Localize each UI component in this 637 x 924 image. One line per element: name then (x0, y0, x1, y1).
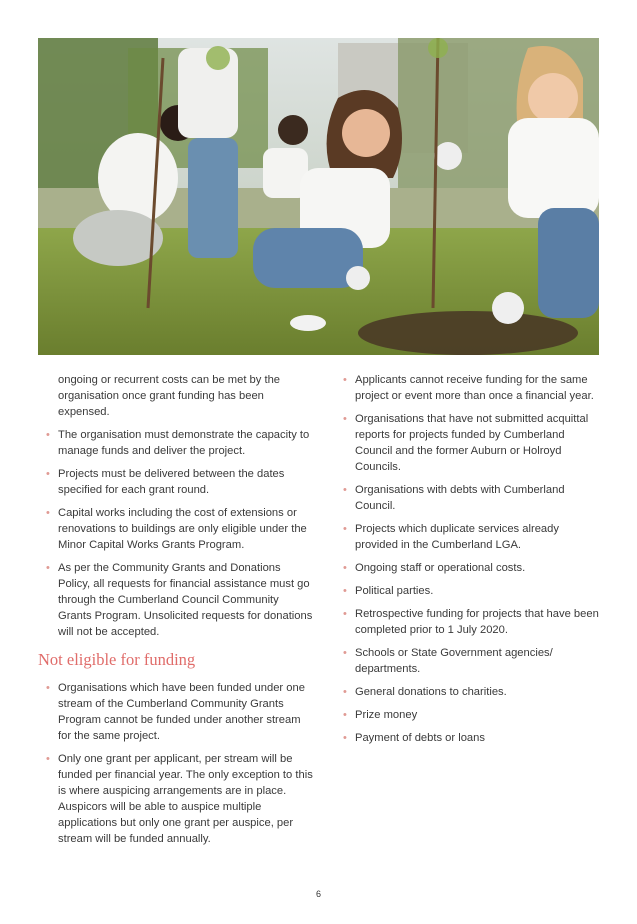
not-eligible-list (38, 680, 313, 847)
list-item: • Prize money (335, 707, 603, 723)
right-column (335, 372, 603, 753)
photo-illustration (38, 38, 599, 355)
list-item: • Retrospective funding for projects that have been completed prior to 1 July 2020. (335, 606, 603, 638)
list-item: • Payment of debts or loans (335, 730, 603, 746)
list-item: • Projects must be delivered between the dates specified for each grant round. (38, 466, 313, 498)
list-item: • Organisations which have been funded under one stream of the Cumberland Community Grants Program cannot be funded under another stream for the same project. (38, 680, 313, 744)
list-item: • General donations to charities. (335, 684, 603, 700)
page-number: 6 (315, 889, 321, 899)
list-item: • The organisation must demonstrate the capacity to manage funds and deliver the project. (38, 427, 313, 459)
list-item: ongoing or recurrent costs can be met by the organisation once grant funding has been expensed. (58, 374, 281, 418)
list-item: • Organisations that have not submitted acquittal reports for projects funded by Cumberland Council and the former Auburn or Holroyd Councils. (335, 411, 603, 475)
list-item: • Schools or State Government agencies/ departments. (335, 645, 603, 677)
not-eligible-list-continued (335, 372, 603, 746)
list-item: • Ongoing staff or operational costs. (335, 560, 603, 576)
section-heading: Not eligible for funding (38, 650, 196, 669)
list-item: • Capital works including the cost of extensions or renovations to buildings are only eligible under the Minor Capital Works Grants Program. (38, 505, 313, 553)
list-item: • Organisations with debts with Cumberland Council. (335, 482, 603, 514)
photo-kids-planting-trees (38, 38, 599, 355)
list-item: • Applicants cannot receive funding for the same project or event more than once a financial year. (335, 372, 603, 404)
left-column (38, 372, 313, 854)
list-item: • As per the Community Grants and Donations Policy, all requests for financial assistance must go through the Cumberland Council Community Grants Program. Unsolicited requests for donations will not be accepted. (38, 560, 313, 640)
list-item: • Political parties. (335, 583, 603, 599)
eligibility-list (38, 372, 313, 640)
list-item: • Only one grant per applicant, per stream will be funded per financial year. The only exception to this is where auspicing arrangements are in place. Auspicors will be able to auspice multiple applications but only one grant per auspice, per stream will be funded annually. (38, 751, 313, 847)
list-item: • Projects which duplicate services already provided in the Cumberland LGA. (335, 521, 603, 553)
